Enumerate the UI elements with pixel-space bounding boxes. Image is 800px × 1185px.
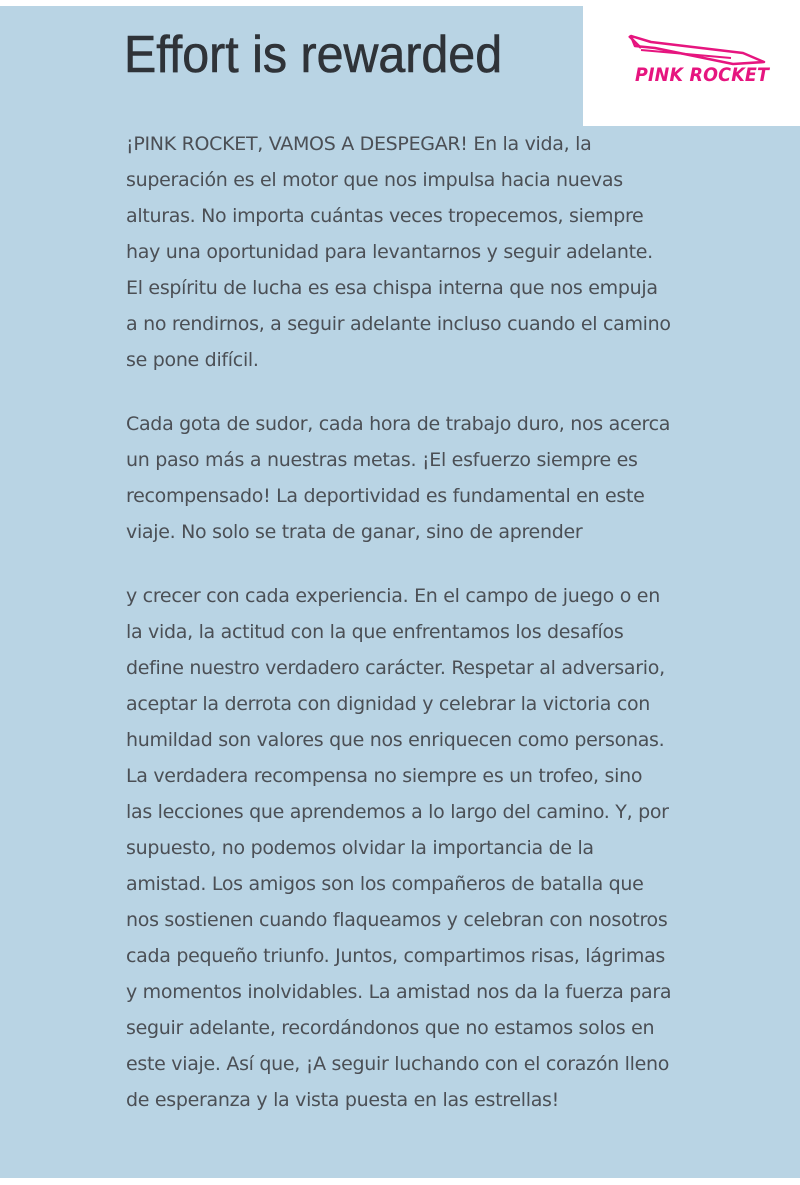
paragraph: Cada gota de sudor, cada hora de trabajo duro, nos acerca un paso más a nuestras metas. ¡El esfuerzo siempre es recompensado! La deportividad es fundamental en este viaje. No solo se trata de ganar, sino de aprender bbox=[126, 413, 671, 543]
page-title: Effort is rewarded bbox=[124, 26, 503, 84]
brand-logo bbox=[583, 6, 800, 126]
article-body bbox=[126, 126, 672, 1146]
paragraph: ¡PINK ROCKET, VAMOS A DESPEGAR! En la vida, la superación es el motor que nos impulsa hacia nuevas alturas. No importa cuántas veces tropecemos, siempre hay una oportunidad para levantarnos y seguir adelante. El espíritu de lucha es esa chispa interna que nos empuja a no rendirnos, a seguir adelante incluso cuando el camino se pone difícil. bbox=[126, 133, 671, 371]
logo-wordmark: PINK ROCKET bbox=[635, 64, 770, 86]
paragraph: y crecer con cada experiencia. En el campo de juego o en la vida, la actitud con la que enfrentamos los desafíos define nuestro verdadero carácter. Respetar al adversario, aceptar la derrota con dignidad y celebrar la victoria con humildad son valores que nos enriquecen como personas. La verdadera recompensa no siempre es un trofeo, sino las lecciones que aprendemos a lo largo del camino. Y, por supuesto, no podemos olvidar la importancia de la amistad. Los amigos son los compañeros de batalla que nos sostienen cuando flaqueamos y celebran con nosotros cada pequeño triunfo. Juntos, compartimos risas, lágrimas y momentos inolvidables. La amistad nos da la fuerza para seguir adelante, recordándonos que no estamos solos en este viaje. Así que, ¡A seguir luchando con el corazón lleno de esperanza y la vista puesta en las estrellas! bbox=[126, 585, 672, 1111]
